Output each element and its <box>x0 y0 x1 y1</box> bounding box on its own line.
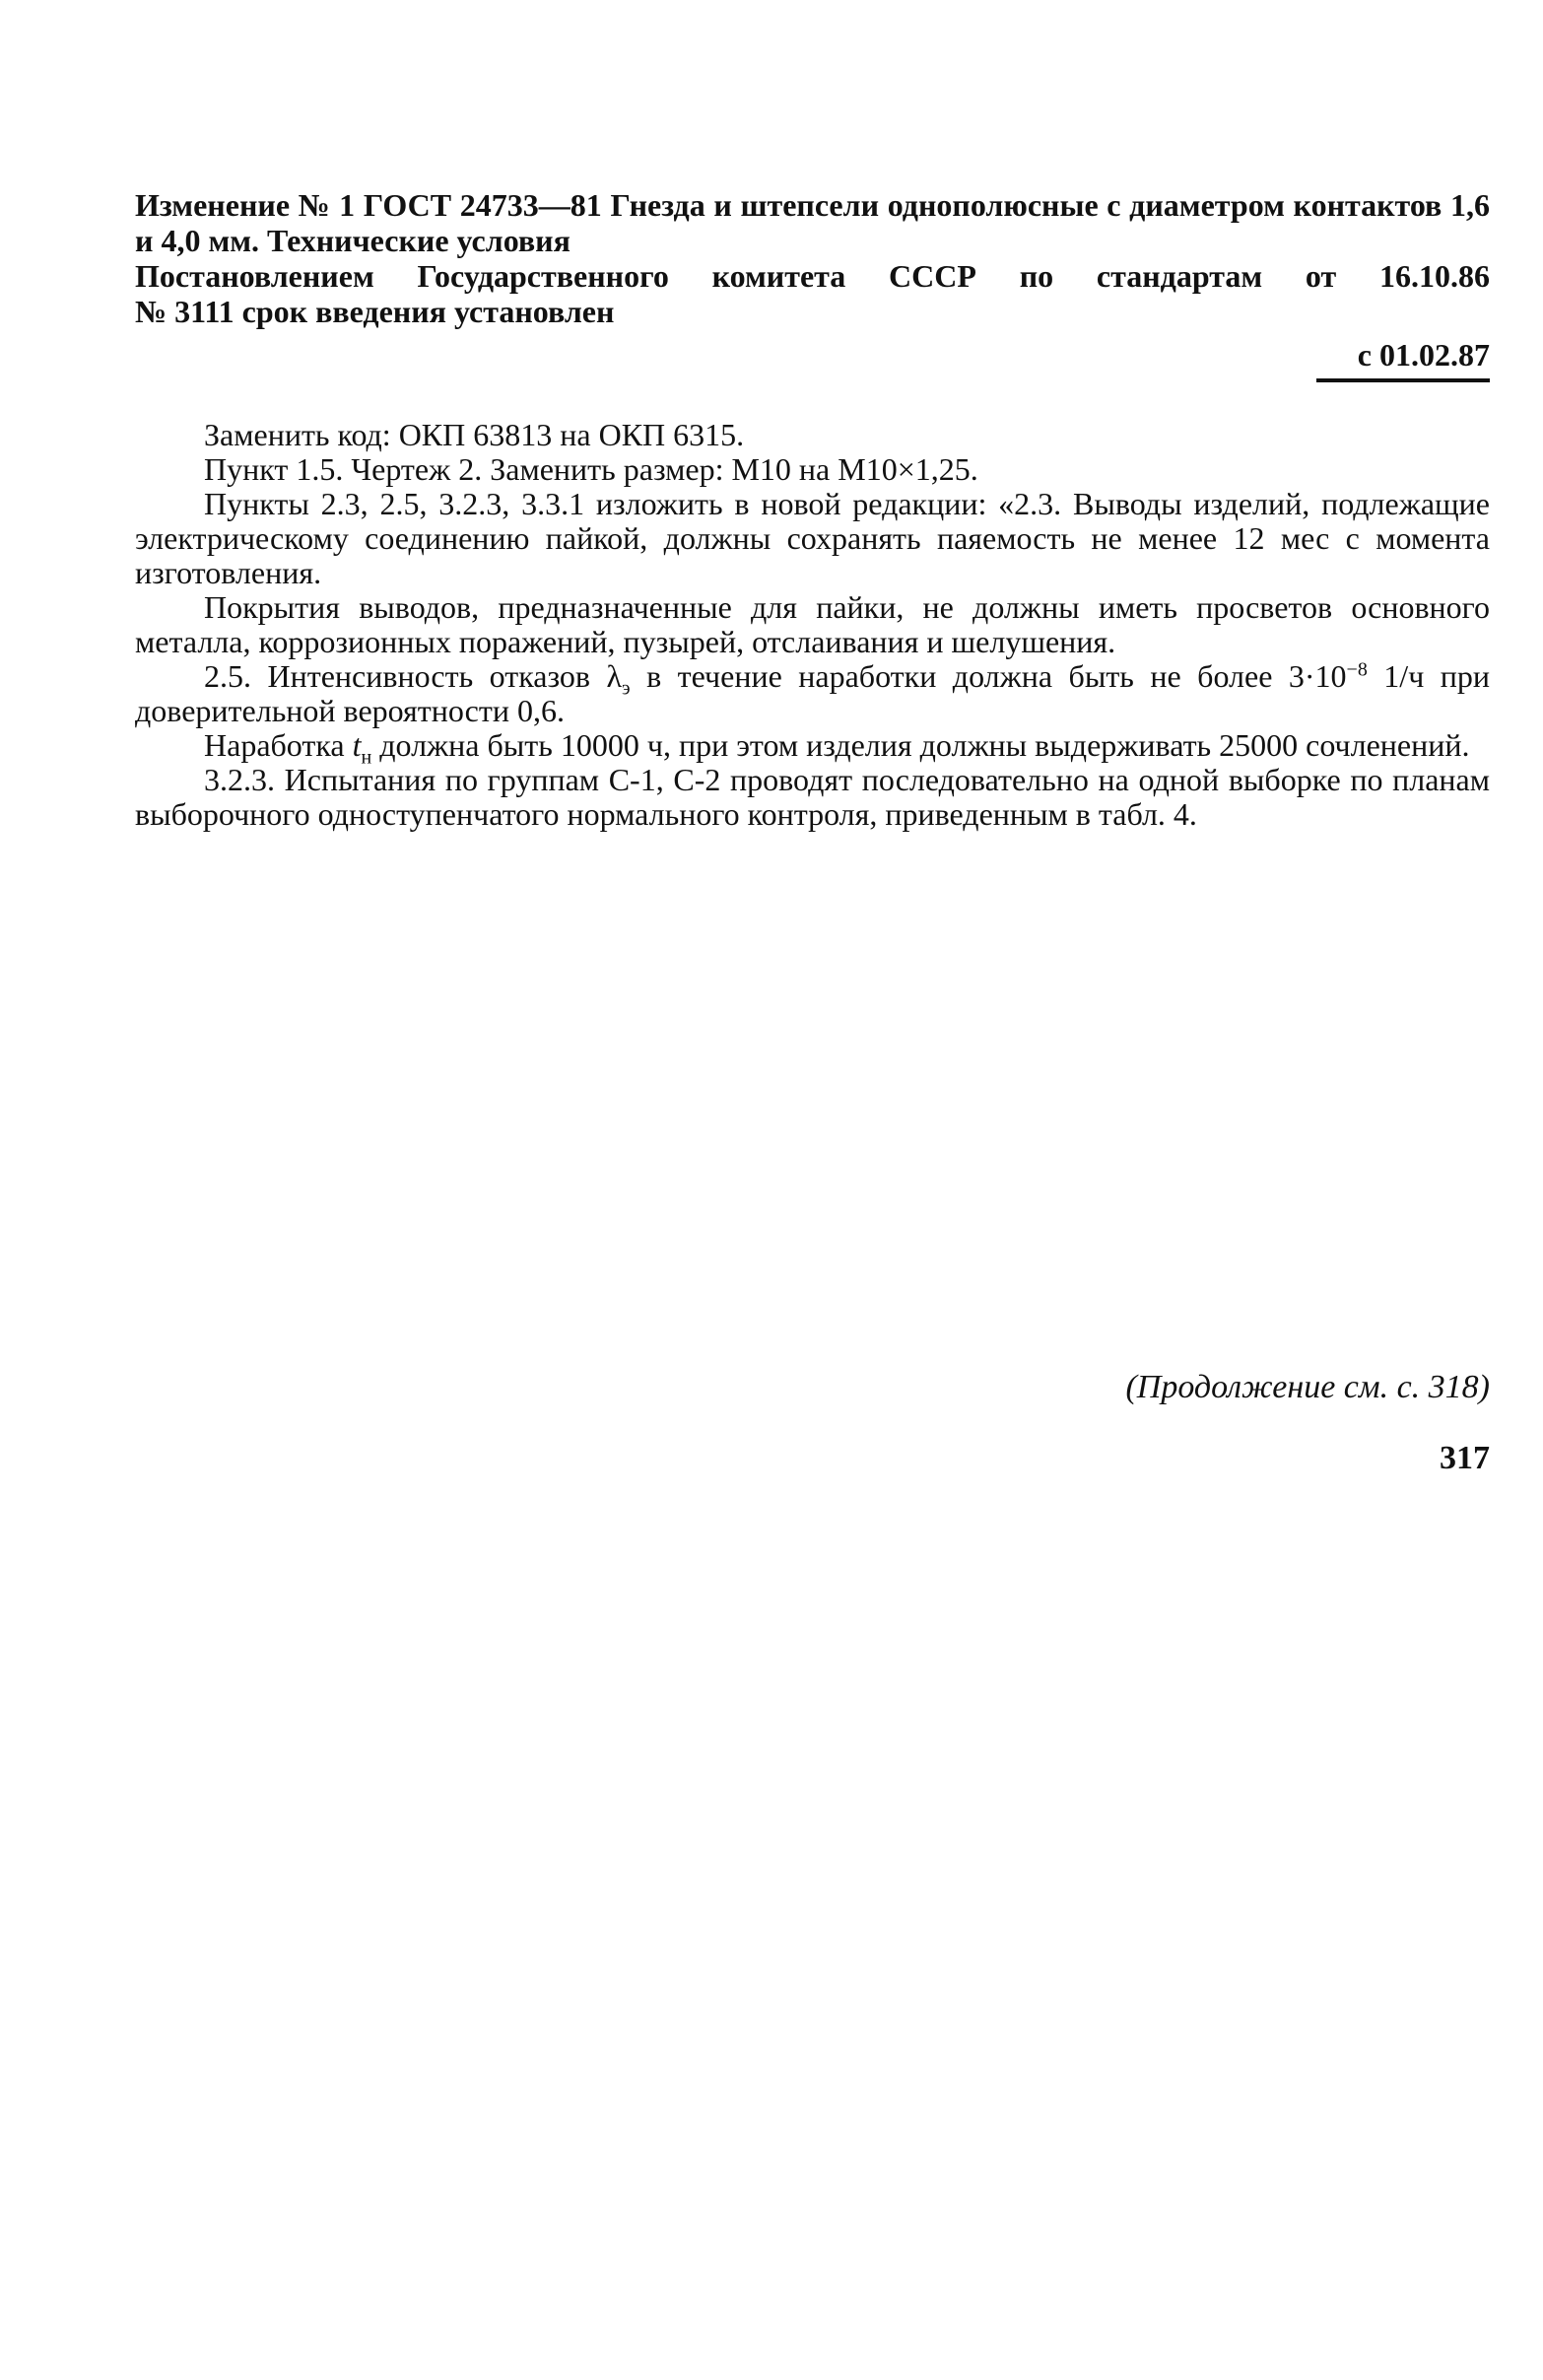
page-number: 317 <box>1440 1440 1490 1476</box>
decree-number: № 3111 срок введения установлен <box>135 294 615 329</box>
paragraph-failure-rate <box>135 659 1490 728</box>
failure-rate-text-a: 2.5. Интенсивность отказов λ <box>204 658 623 694</box>
paragraph-code-replace: Заменить код: ОКП 63813 на ОКП 6315. <box>204 417 745 452</box>
paragraph-operating-time <box>135 727 1490 769</box>
operating-time-subscript: н <box>361 746 372 769</box>
document-page <box>135 187 1490 832</box>
failure-rate-subscript: э <box>622 677 631 700</box>
failure-rate-exponent: −8 <box>1346 658 1368 681</box>
operating-time-symbol: t <box>352 727 362 763</box>
failure-rate-text-c: 1/ч при доверительной вероятности 0,6. <box>135 658 1491 728</box>
paragraph-size-replace: Пункт 1.5. Чертеж 2. Заменить размер: М10 на М10×1,25. <box>204 451 978 487</box>
effective-date: с 01.02.87 <box>1316 337 1490 382</box>
failure-rate-text-b: в течение наработки должна быть не более 3·10 <box>630 658 1347 694</box>
paragraph-new-edition: Пункты 2.3, 2.5, 3.2.3, 3.3.1 изложить в новой редакции: «2.3. Выводы изделий, подлежащие электрическому соединению пайкой, должны сохранять паяемость не менее 12 мес с момента изготовления. <box>135 486 1490 590</box>
paragraph-tests: 3.2.3. Испытания по группам С-1, С-2 проводят последовательно на одной выборке по планам выборочного одноступенчатого нормального контроля, приведенным в табл. 4. <box>135 762 1490 832</box>
operating-time-text-a: Наработка <box>204 727 353 763</box>
operating-time-text-b: должна быть 10000 ч, при этом изделия должны выдерживать 25000 сочленений. <box>371 727 1470 763</box>
effective-date-block <box>135 337 1490 382</box>
document-body <box>135 418 1490 832</box>
decree-line: Постановлением Государственного комитета СССР по стандартам от 16.10.86 <box>135 258 1490 294</box>
continuation-note: (Продолжение см. с. 318) <box>1125 1369 1490 1405</box>
paragraph-coatings: Покрытия выводов, предназначенные для пайки, не должны иметь просветов основного металла, коррозионных поражений, пузырей, отслаивания и шелушения. <box>135 589 1490 659</box>
document-header <box>135 187 1490 329</box>
amendment-title: Изменение № 1 ГОСТ 24733—81 Гнезда и штепсели однополюсные с диаметром контактов 1,6 и 4,0 мм. Технические условия <box>135 187 1490 258</box>
